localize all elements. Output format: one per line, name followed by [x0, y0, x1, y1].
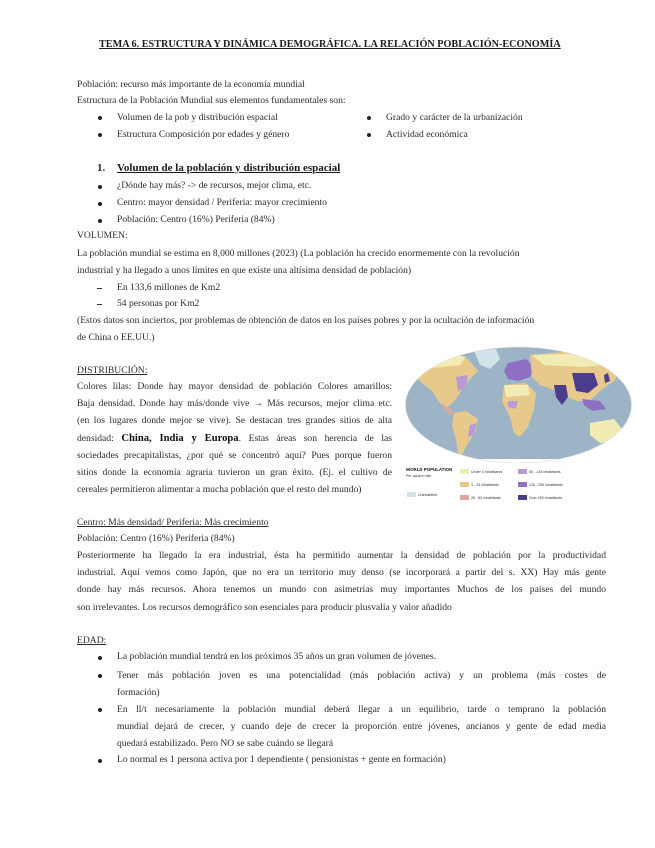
list-item: Centro: mayor densidad / Periferia: mayor crecimiento: [117, 197, 327, 208]
legend-swatch: [518, 482, 527, 487]
subsection-label: VOLUMEN:: [77, 230, 128, 241]
paragraph-line: sitios donde la economía agraria tuvieron un gran éxito. (Ej. el cultivo de: [77, 467, 392, 479]
bullet-icon: [367, 116, 371, 120]
legend-swatch: [518, 469, 527, 474]
legend-label: 3 - 25 inhabitants: [471, 483, 499, 487]
paragraph-line: La población mundial se estima en 8,000 millones (2023) (La población ha crecido enormemente con la revolución: [77, 248, 520, 259]
bullet-icon: [98, 759, 102, 763]
subsection-label: DISTRIBUCIÓN:: [77, 365, 148, 376]
dash-icon: [97, 288, 102, 289]
section-number: 1.: [97, 162, 106, 174]
paragraph-line: son irrelevantes. Los recursos demográfico son esenciales para producir plusvalía y valor añadido: [77, 601, 452, 613]
section-heading: Volumen de la población y distribución espacial: [117, 162, 341, 174]
bullet-icon: [367, 133, 371, 137]
legend-label: 26 - 60 inhabitants: [471, 496, 501, 500]
legend-swatch: [518, 495, 527, 500]
bullet-icon: [98, 219, 102, 223]
list-item: [117, 701, 606, 753]
legend-label: Over 250 inhabitants: [529, 496, 563, 500]
subsection-label: EDAD:: [77, 635, 107, 646]
paragraph-line: industrial y ha llegado a unos límites en que existe una altísima densidad de población): [77, 265, 412, 276]
paragraph-line: industrial. Aquí vemos como Japón, que no era un territorio muy denso (se incorporará a partir del s. XX) Hay más gente: [77, 567, 606, 579]
paragraph-line: (Estos datos son inciertos, por problemas de obtención de datos en los países pobres y por la ocultación de información: [77, 315, 535, 326]
list-item: Población: Centro (16%) Periferia (84%): [117, 214, 275, 225]
paragraph-line: cereales permitieron alimentar a mucha población que el resto del mundo): [77, 484, 362, 496]
text: . Estas áreas son herencia de las: [238, 432, 392, 444]
paragraph-line: sociedades precapitalistas, ¿por qué se concentró aquí? Pues porque fueron: [77, 449, 392, 461]
list-item: Lo normal es 1 persona activa por 1 dependiente ( pensionistas + gente en formación): [117, 754, 446, 765]
list-item: [117, 667, 606, 701]
legend-label: 60 - 125 inhabitants: [529, 470, 561, 474]
page-title: TEMA 6. ESTRUCTURA Y DINÁMICA DEMOGRÁFICA. LA RELACIÓN POBLACIÓN-ECONOMÍA: [99, 39, 561, 50]
list-item: En 133,6 millones de Km2: [117, 282, 221, 293]
dash-icon: [97, 304, 102, 305]
africa-north: [504, 385, 530, 397]
intro-line: Estructura de la Población Mundial sus elementos fundamentales son:: [77, 95, 346, 106]
subsection-label: Centro: Más densidad/ Periferia: Más crecimiento: [77, 517, 269, 528]
centro-paragraph: [77, 547, 606, 616]
paragraph-line: mundial dejará de crecer, y cuando deje de crecer la proporción entre jóvenes, ancianos y gente de edad media: [117, 721, 606, 733]
list-item: La población mundial tendrá en los próximos 35 años un gran volumen de jóvenes.: [117, 651, 437, 662]
bullet-icon: [98, 202, 102, 206]
legend-label: Under 3 inhabitants: [471, 470, 503, 474]
legend-swatch: [407, 492, 416, 497]
bullet-icon: [98, 708, 102, 712]
bullet-icon: [98, 185, 102, 189]
list-item: Estructura Composición por edades y género: [117, 129, 290, 140]
paragraph-line: Población: Centro (16%) Periferia (84%): [77, 533, 235, 544]
list-item: Volumen de la pob y distribución espacial: [117, 112, 278, 123]
bullet-icon: [98, 116, 102, 120]
legend-title: WORLD POPULATION: [406, 467, 453, 472]
paragraph-line: de China o EE.UU.): [77, 332, 155, 343]
paragraph-line: Baja densidad. Donde hay más/donde vive → Más recursos, mejor clima etc.: [77, 398, 392, 410]
highlighted-regions: China, India y Europa: [121, 432, 239, 444]
paragraph-line: Posteriormente ha llegado la era industrial, ésta ha permitido aumentar la densidad de población por la productividad: [77, 550, 606, 561]
paragraph-line: quedará estabilizado. Pero NO se sabe cuándo se llegará: [117, 738, 334, 750]
list-item: Grado y carácter de la urbanización: [386, 112, 523, 123]
paragraph-line: formación): [117, 687, 160, 699]
paragraph-line: Colores lilas: Donde hay mayor densidad de población Colores amarillos:: [77, 381, 392, 392]
bullet-icon: [98, 674, 102, 678]
paragraph-line: (en los lugares donde mejor se vive). Se destacan tres grandes sitios de alta: [77, 415, 392, 427]
paragraph-line: [77, 430, 392, 447]
paragraph-line: donde hay más recursos. Ahora tenemos un mundo con asimetrías muy importantes Muchos de los países del mundo: [77, 584, 606, 596]
intro-line: Población: recurso más importante de la economía mundial: [77, 79, 305, 90]
legend-label: 125 - 250 inhabitants: [529, 483, 563, 487]
bullet-icon: [98, 656, 102, 660]
list-item: 54 personas por Km2: [117, 298, 200, 309]
paragraph-line: Tener más población joven es una potencialidad (más población activa) y un problema (más costes de: [117, 670, 606, 681]
legend-swatch: [460, 482, 469, 487]
world-population-map: [404, 345, 633, 508]
legend-subtitle: Per square mile: [406, 474, 432, 478]
paragraph-line: En ll/t necesariamente la población mundial deberá llegar a un equilibrio, tarde o temprano la población: [117, 704, 606, 715]
text: densidad:: [77, 432, 122, 444]
legend-swatch: [460, 495, 469, 500]
legend-swatch: [460, 469, 469, 474]
bullet-icon: [98, 133, 102, 137]
distribution-paragraph: [77, 378, 392, 498]
list-item: ¿Dónde hay más? -> de recursos, mejor clima, etc.: [117, 180, 312, 191]
legend-label: Uninhabited: [418, 493, 438, 497]
list-item: Actividad económica: [386, 129, 468, 140]
